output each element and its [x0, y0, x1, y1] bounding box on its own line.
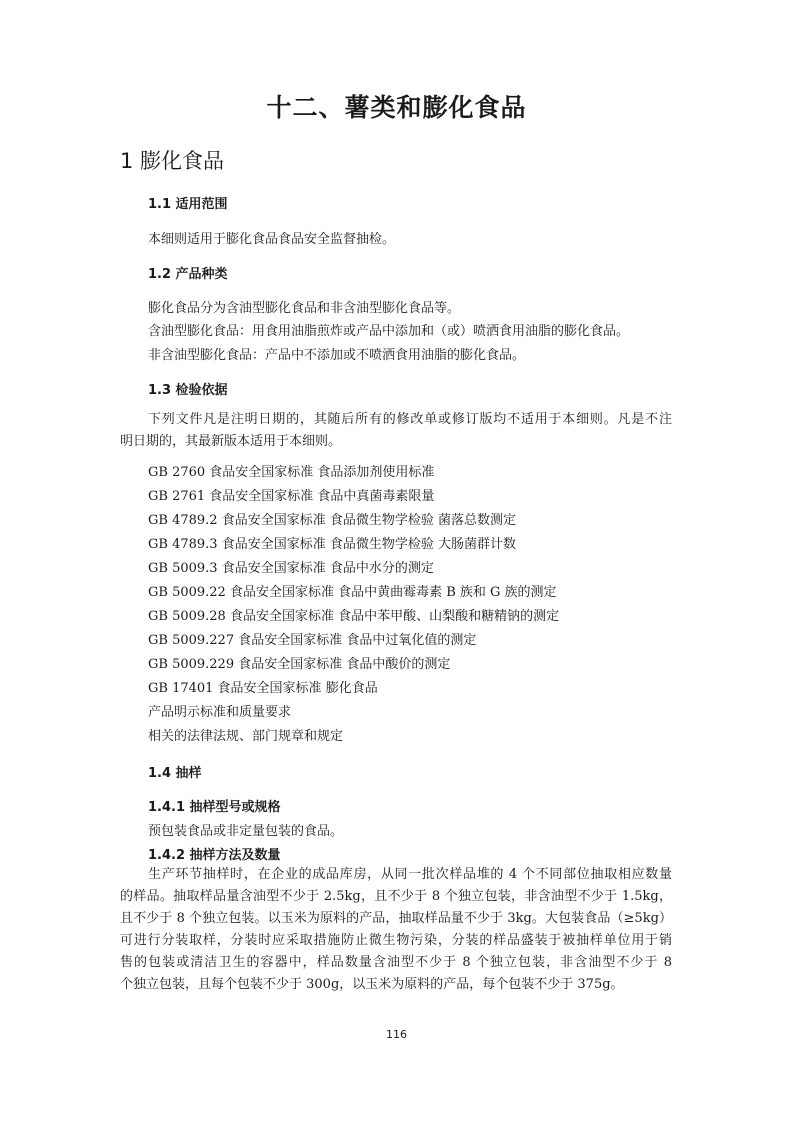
sampling-line-1: 生产环节抽样时，在企业的成品库房，从同一批次样品堆的 4 个不同部位抽取相应数量: [148, 867, 672, 882]
sampling-line-5: 售的包装或清洁卫生的容器中，样品数量含油型不少于 8 个独立包装，非含油型不少于 8: [120, 955, 672, 970]
chapter-title: 十二、薯类和膨化食品: [266, 93, 527, 122]
ref-item: GB 4789.2 食品安全国家标准 食品微生物学检验 菌落总数测定: [148, 513, 516, 528]
heading-1-4: 1.4 抽样: [148, 766, 202, 781]
ref-item: GB 17401 食品安全国家标准 膨化食品: [148, 681, 378, 696]
sampling-line-2: 的样品。抽取样品量含油型不少于 2.5kg，且不少于 8 个独立包装，非含油型不少于 1.5kg，: [120, 889, 672, 904]
heading-1-3: 1.3 检验依据: [148, 383, 228, 398]
ref-item: GB 5009.28 食品安全国家标准 食品中苯甲酸、山梨酸和糖精钠的测定: [148, 609, 560, 624]
category-line-2: 含油型膨化食品：用食用油脂煎炸或产品中添加和（或）喷洒食用油脂的膨化食品。: [148, 324, 630, 339]
category-line-1: 膨化食品分为含油型膨化食品和非含油型膨化食品等。: [148, 301, 461, 316]
page-number: 116: [386, 1028, 407, 1041]
ref-item: 相关的法律法规、部门规章和规定: [148, 729, 344, 744]
heading-1-4-2: 1.4.2 抽样方法及数量: [148, 848, 281, 863]
section-title: 1 膨化食品: [120, 149, 225, 173]
sampling-paragraph: [120, 864, 672, 996]
ref-item: 产品明示标准和质量要求: [148, 705, 292, 720]
heading-1-4-1: 1.4.1 抽样型号或规格: [148, 800, 281, 815]
ref-item: GB 2760 食品安全国家标准 食品添加剂使用标准: [148, 465, 435, 480]
ref-item: GB 4789.3 食品安全国家标准 食品微生物学检验 大肠菌群计数: [148, 537, 516, 552]
heading-1-2: 1.2 产品种类: [148, 267, 228, 282]
ref-item: GB 5009.22 食品安全国家标准 食品中黄曲霉毒素 B 族和 G 族的测定: [148, 585, 557, 600]
sampling-line-3: 且不少于 8 个独立包装。以玉米为原料的产品，抽取样品量不少于 3kg。大包装食品（≥5kg）: [120, 911, 672, 926]
basis-intro-line-2: 明日期的，其最新版本适用于本细则。: [120, 434, 342, 449]
scope-text: 本细则适用于膨化食品食品安全监督抽检。: [148, 232, 396, 247]
ref-item: GB 2761 食品安全国家标准 食品中真菌毒素限量: [148, 489, 435, 504]
spec-text: 预包装食品或非定量包装的食品。: [148, 824, 344, 839]
basis-intro-line-1: 下列文件凡是注明日期的，其随后所有的修改单或修订版均不适用于本细则。凡是不注: [148, 412, 672, 427]
category-line-3: 非含油型膨化食品：产品中不添加或不喷洒食用油脂的膨化食品。: [148, 348, 526, 363]
ref-item: GB 5009.227 食品安全国家标准 食品中过氧化值的测定: [148, 633, 477, 648]
sampling-line-4: 可进行分装取样，分装时应采取措施防止微生物污染，分装的样品盛装于被抽样单位用于销: [120, 933, 672, 948]
basis-intro: [120, 409, 672, 453]
sampling-line-6: 个独立包装，且每个包装不少于 300g，以玉米为原料的产品，每个包装不少于 375g。: [120, 977, 624, 992]
heading-1-1: 1.1 适用范围: [148, 197, 228, 212]
ref-item: GB 5009.229 食品安全国家标准 食品中酸价的测定: [148, 657, 451, 672]
ref-item: GB 5009.3 食品安全国家标准 食品中水分的测定: [148, 561, 434, 576]
